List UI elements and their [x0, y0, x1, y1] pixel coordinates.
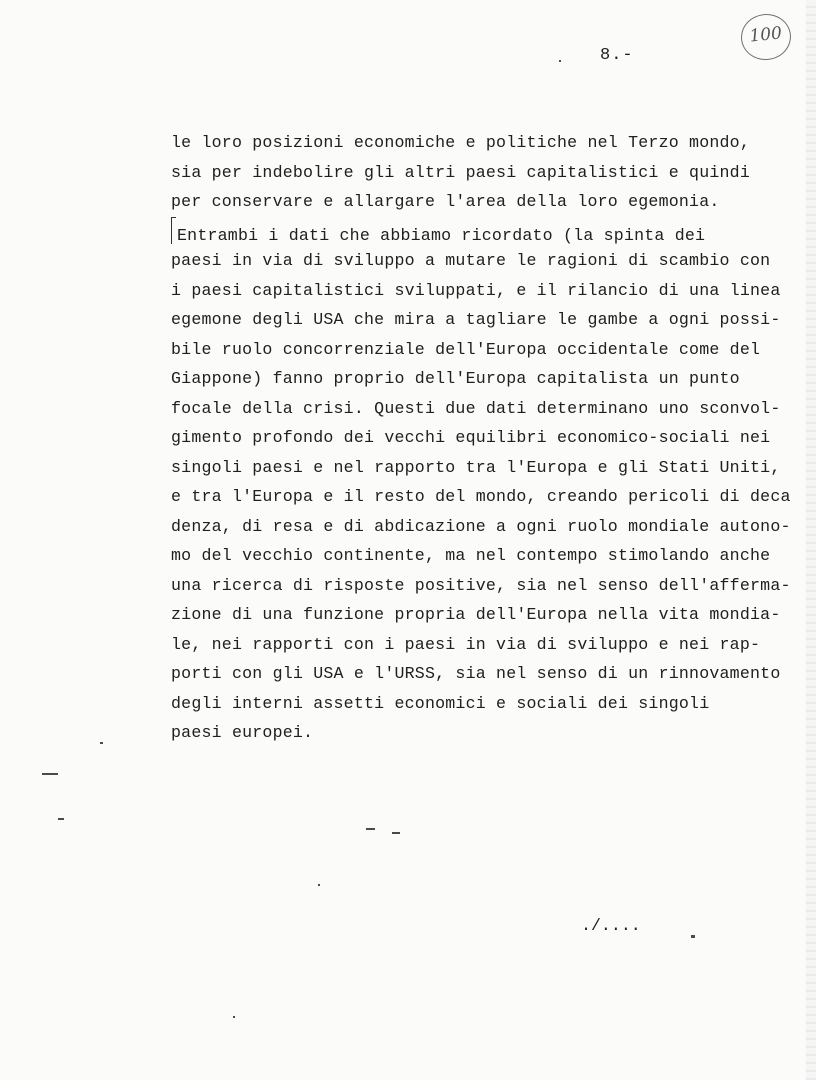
- scan-speck: [58, 818, 64, 820]
- stamp-label: 100: [748, 23, 783, 47]
- body-text: [171, 128, 811, 748]
- text-line: paesi in via di sviluppo a mutare le ragioni di scambio con: [171, 251, 771, 270]
- text-line: bile ruolo concorrenziale dell'Europa occidentale come del: [171, 339, 761, 359]
- text-line: e tra l'Europa e il resto del mondo, creando pericoli di deca: [171, 487, 791, 506]
- text-line-content: Entrambi i dati che abbiamo ricordato (la spinta dei: [177, 225, 706, 245]
- scan-speck: [233, 1016, 235, 1018]
- scan-speck: [559, 60, 561, 62]
- text-line: per conservare e allargare l'area della loro egemonia.: [171, 192, 720, 211]
- scan-speck: [42, 773, 58, 775]
- scan-speck: [318, 884, 320, 886]
- text-line: paesi europei.: [171, 723, 314, 742]
- scan-speck: [366, 828, 375, 830]
- text-line: le, nei rapporti con i paesi in via di sviluppo e nei rap-: [171, 634, 761, 654]
- text-line: sia per indebolire gli altri paesi capitalistici e quindi: [171, 162, 750, 182]
- continuation-mark: ./....: [581, 916, 641, 935]
- text-line: singoli paesi e nel rapporto tra l'Europa e gli Stati Uniti,: [171, 457, 781, 477]
- text-line: i paesi capitalistici sviluppati, e il rilancio di una linea: [171, 280, 781, 300]
- text-line: gimento profondo dei vecchi equilibri economico-sociali nei: [171, 428, 771, 447]
- text-line: zione di una funzione propria dell'Europa nella vita mondia-: [171, 605, 781, 624]
- scan-speck: [691, 935, 695, 938]
- page-number: 8.-: [600, 46, 634, 65]
- scan-speck: [392, 832, 400, 834]
- text-line: [171, 217, 811, 247]
- text-line: mo del vecchio continente, ma nel contempo stimolando anche: [171, 546, 771, 565]
- paragraph-mark: [171, 217, 176, 244]
- text-line: porti con gli USA e l'URSS, sia nel senso di un rinnovamento: [171, 664, 781, 683]
- text-line: Giappone) fanno proprio dell'Europa capitalista un punto: [171, 369, 740, 388]
- scan-speck: [100, 742, 103, 744]
- text-line: focale della crisi. Questi due dati determinano uno sconvol-: [171, 398, 781, 418]
- page-stamp: [739, 12, 794, 63]
- text-line: le loro posizioni economiche e politiche nel Terzo mondo,: [171, 133, 750, 152]
- text-line: degli interni assetti economici e sociali dei singoli: [171, 693, 710, 713]
- text-line: una ricerca di risposte positive, sia nel senso dell'afferma-: [171, 575, 791, 595]
- text-line: egemone degli USA che mira a tagliare le gambe a ogni possi-: [171, 310, 781, 329]
- text-line: denza, di resa e di abdicazione a ogni ruolo mondiale autono-: [171, 516, 791, 536]
